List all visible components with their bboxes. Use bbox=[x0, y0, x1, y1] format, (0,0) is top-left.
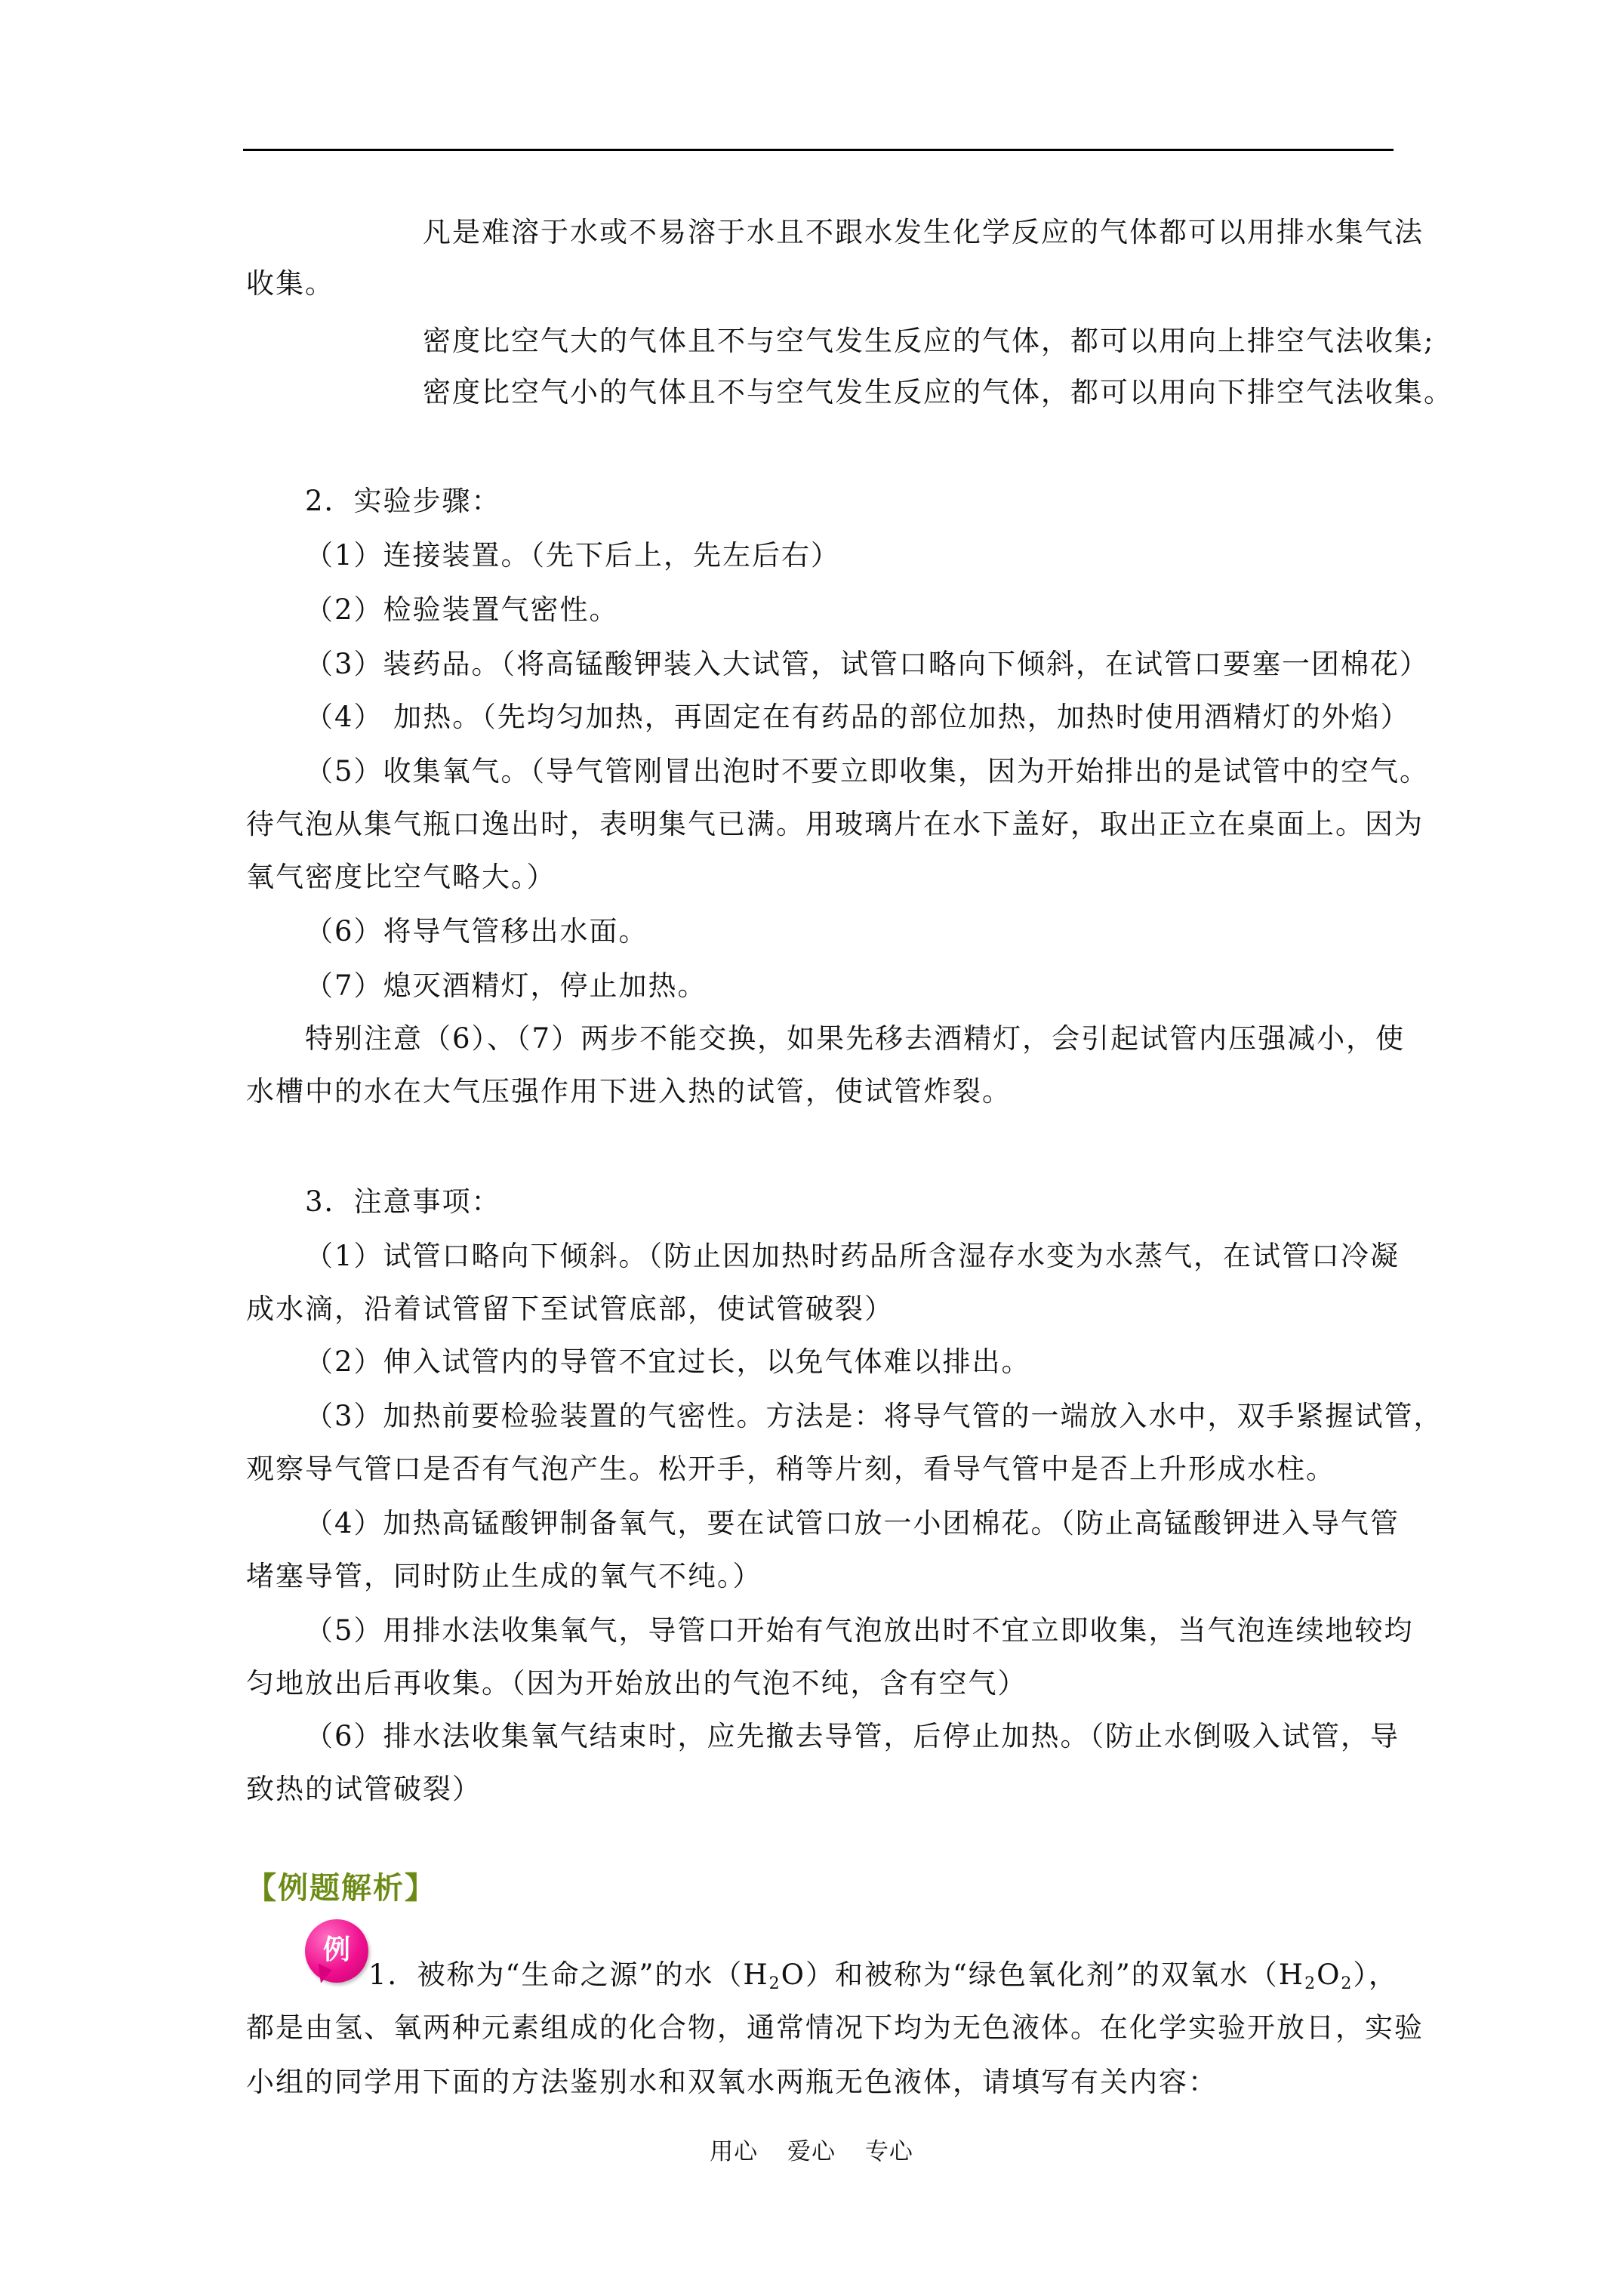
page-footer bbox=[0, 2137, 1623, 2167]
footer-word: 爱心 bbox=[787, 2138, 836, 2165]
note-item: （4）加热高锰酸钾制备氧气，要在试管口放一小团棉花。（防止高锰酸钾进入导气管 bbox=[305, 1507, 1400, 1539]
section-title-steps: 2．实验步骤： bbox=[305, 485, 501, 517]
special-note: 特别注意（6）、（7）两步不能交换，如果先移去酒精灯，会引起试管内压强减小，使 bbox=[305, 1022, 1406, 1055]
paragraph-line: 密度比空气小的气体且不与空气发生反应的气体，都可以用向下排空气法收集。 bbox=[423, 376, 1453, 408]
paragraph-line: 凡是难溶于水或不易溶于水且不跟水发生化学反应的气体都可以用排水集气法 bbox=[423, 216, 1424, 248]
footer-word: 专心 bbox=[864, 2138, 913, 2165]
note-item: 匀地放出后再收集。（因为开始放出的气泡不纯，含有空气） bbox=[246, 1667, 1027, 1700]
note-item: （5）用排水法收集氧气，导管口开始有气泡放出时不宜立即收集，当气泡连续地较均 bbox=[305, 1614, 1414, 1647]
step-item: （1）连接装置。（先下后上，先左后右） bbox=[305, 539, 841, 572]
question-line: 1．被称为“生命之源”的水$(H_2O)$和被称为“绿色氧化剂”的双氧水$(H_2O_2)$， bbox=[368, 1959, 1398, 1993]
special-note: 水槽中的水在大气压强作用下进入热的试管，使试管炸裂。 bbox=[246, 1075, 1012, 1108]
step-item: （4） 加热。（先均匀加热，再固定在有药品的部位加热，加热时使用酒精灯的外焰） bbox=[305, 701, 1410, 733]
step-item: 待气泡从集气瓶口逸出时，表明集气已满。用玻璃片在水下盖好，取出正立在桌面上。因为 bbox=[246, 808, 1424, 840]
paragraph-line: 密度比空气大的气体且不与空气发生反应的气体，都可以用向上排空气法收集; bbox=[423, 325, 1435, 357]
note-item: （2）伸入试管内的导管不宜过长，以免气体难以排出。 bbox=[305, 1345, 1031, 1378]
note-item: （1）试管口略向下倾斜。（防止因加热时药品所含湿存水变为水蒸气，在试管口冷凝 bbox=[305, 1240, 1400, 1272]
note-item: （6）排水法收集氧气结束时，应先撤去导管，后停止加热。（防止水倒吸入试管，导 bbox=[305, 1720, 1400, 1752]
note-item: 观察导气管口是否有气泡产生。松开手，稍等片刻，看导气管中是否上升形成水柱。 bbox=[246, 1453, 1335, 1485]
step-item: （2）检验装置气密性。 bbox=[305, 593, 619, 626]
paragraph-line: 收集。 bbox=[246, 267, 334, 300]
note-item: （3）加热前要检验装置的气密性。方法是：将导气管的一端放入水中，双手紧握试管， bbox=[305, 1400, 1443, 1432]
note-item: 成水滴，沿着试管留下至试管底部，使试管破裂） bbox=[246, 1293, 894, 1325]
example-badge-icon: 例 bbox=[305, 1919, 368, 1983]
step-item: 氧气密度比空气略大。） bbox=[246, 861, 556, 893]
example-heading: 【例题解析】 bbox=[246, 1870, 436, 1906]
note-item: 堵塞导管，同时防止生成的氧气不纯。） bbox=[246, 1560, 762, 1592]
note-item: 致热的试管破裂） bbox=[246, 1773, 482, 1805]
section-title-notes: 3．注意事项： bbox=[305, 1185, 501, 1218]
footer-word: 用心 bbox=[710, 2138, 759, 2165]
step-item: （3）装药品。（将高锰酸钾装入大试管，试管口略向下倾斜，在试管口要塞一团棉花） bbox=[305, 648, 1430, 680]
step-item: （7）熄灭酒精灯，停止加热。 bbox=[305, 969, 707, 1002]
question-line: 都是由氢、氧两种元素组成的化合物，通常情况下均为无色液体。在化学实验开放日，实验 bbox=[246, 2011, 1424, 2044]
question-line: 小组的同学用下面的方法鉴别水和双氧水两瓶无色液体，请填写有关内容： bbox=[246, 2066, 1218, 2098]
header-rule bbox=[243, 149, 1394, 151]
step-item: （5）收集氧气。（导气管刚冒出泡时不要立即收集，因为开始排出的是试管中的空气。 bbox=[305, 755, 1430, 787]
step-item: （6）将导气管移出水面。 bbox=[305, 915, 648, 948]
